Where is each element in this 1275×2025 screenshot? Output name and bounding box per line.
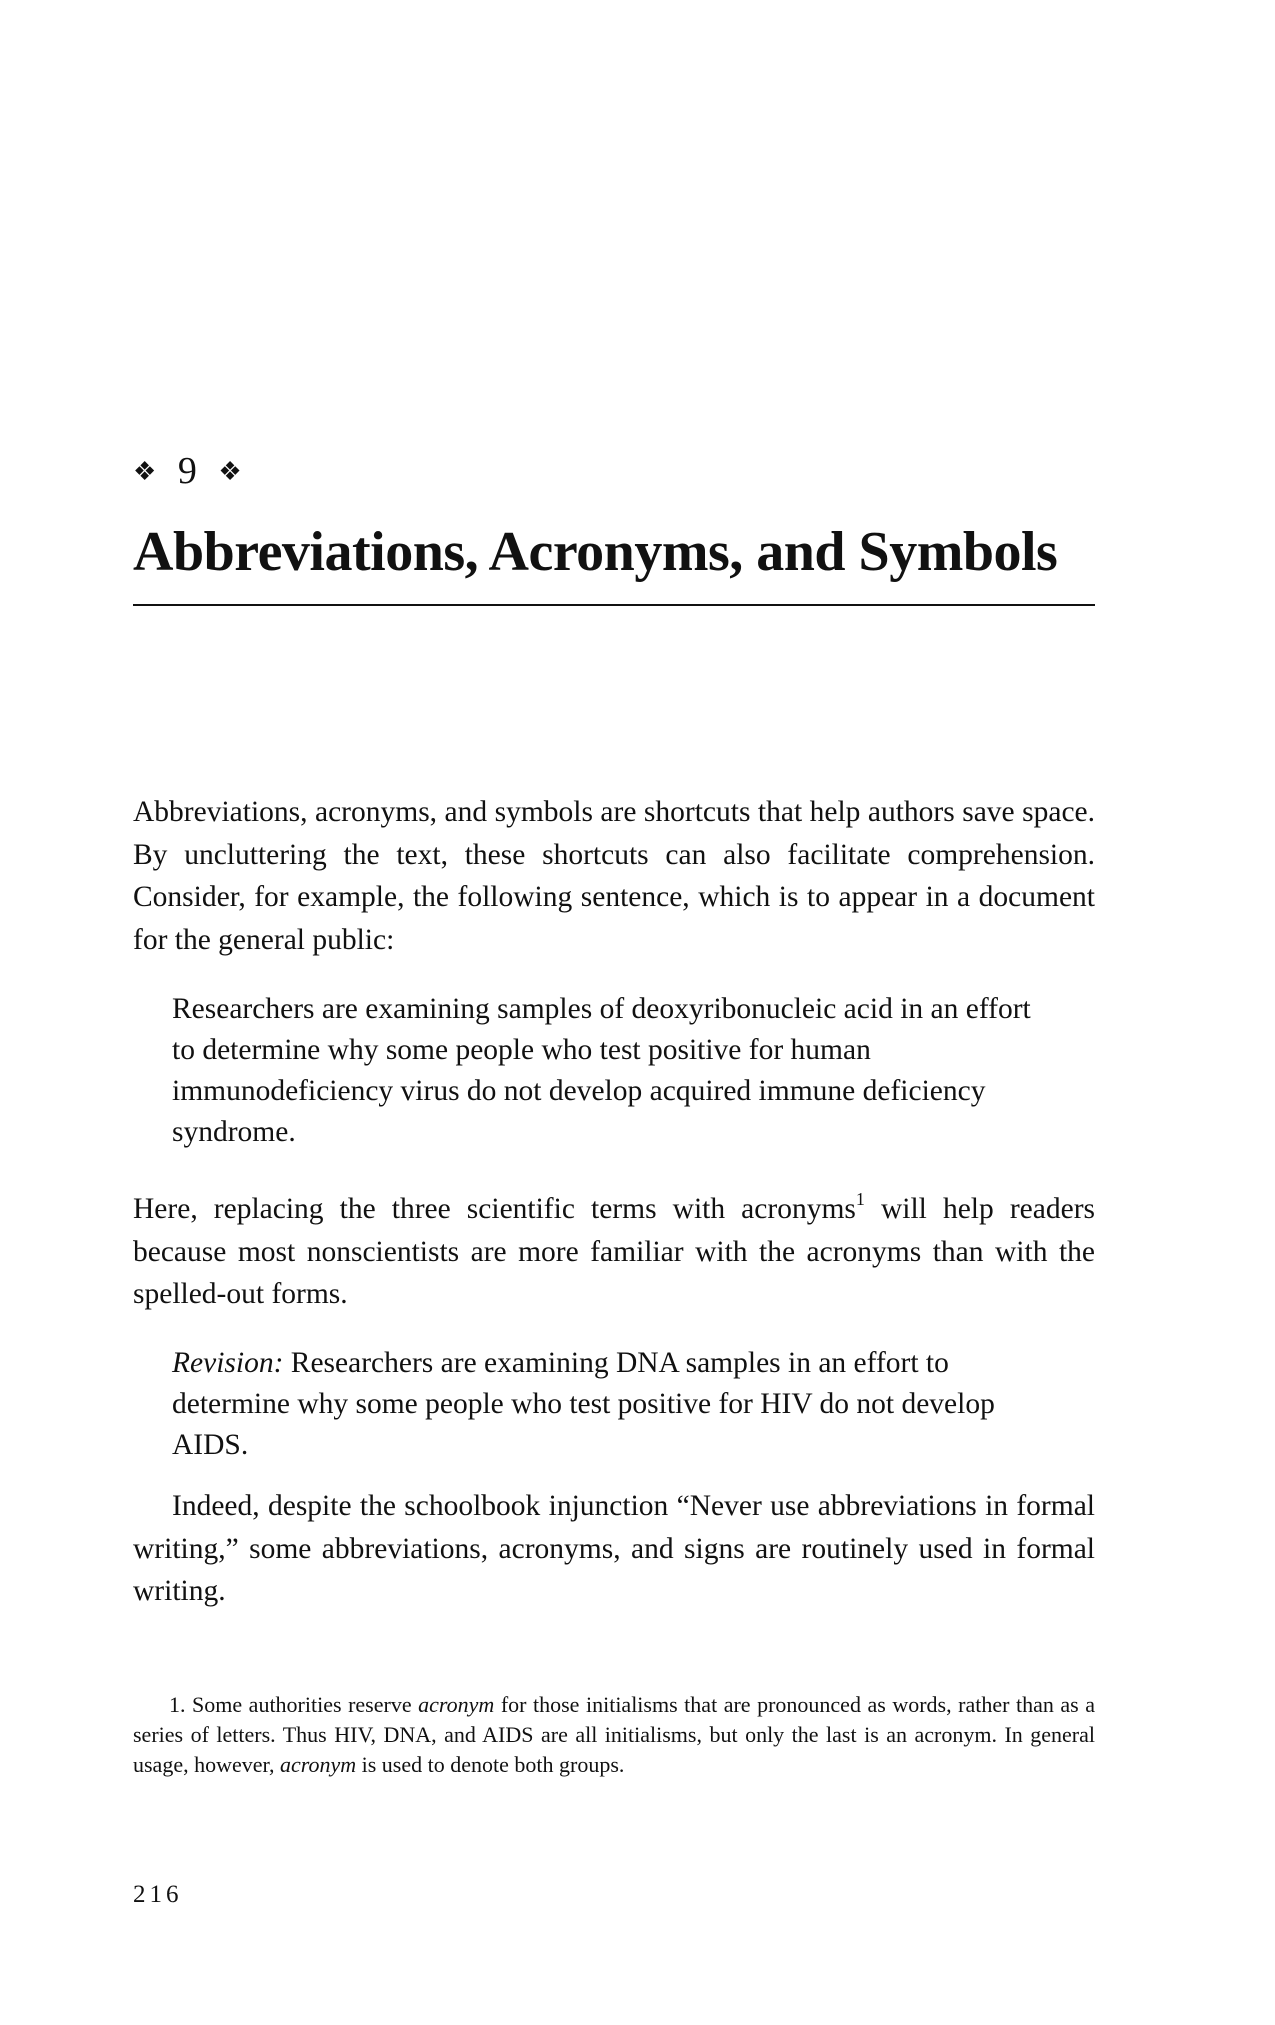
- footnote-text: Some authorities reserve: [185, 1692, 419, 1717]
- footnote-text: for those initialisms that are pronounced as words, rather than as a series of letters. Thus HIV, DNA, and AIDS are all initialisms, but only the last is an acronym. In general usage, however,: [133, 1692, 1095, 1777]
- chapter-title: Abbreviations, Acronyms, and Symbols: [133, 521, 1058, 583]
- block-quote-example: Researchers are examining samples of deoxyribonucleic acid in an effort to determine why some people who test positive for human immunodeficiency virus do not develop acquired immune deficiency syndrome.: [172, 993, 1031, 1148]
- paragraph-conclusion: Indeed, despite the schoolbook injunction “Never use abbreviations in formal writing,” some abbreviations, acronyms, and signs are routinely used in formal writing.: [133, 1490, 1095, 1607]
- diamond-ornament-icon: ❖: [218, 457, 248, 486]
- page-number: 216: [133, 1881, 183, 1908]
- chapter-number: [133, 448, 248, 495]
- footnote: [133, 1690, 1095, 1780]
- footnote-marker: 1.: [169, 1692, 186, 1717]
- footnote-reference: 1: [855, 1189, 865, 1209]
- chapter-number-value: 9: [177, 450, 203, 492]
- title-rule: [133, 604, 1095, 606]
- diamond-ornament-icon: ❖: [133, 457, 163, 486]
- footnote-text: is used to denote both groups.: [356, 1752, 625, 1777]
- revision-text: Researchers are examining DNA samples in an effort to determine why some people who test positive for HIV do not develop AIDS.: [172, 1347, 995, 1461]
- paragraph-replacement-text: Here, replacing the three scientific terms with acronyms: [133, 1193, 856, 1225]
- paragraph-replacement: [133, 1188, 1095, 1316]
- footnote-term: acronym: [279, 1752, 357, 1777]
- footnote-term: acronym: [418, 1692, 495, 1717]
- block-quote-revision: [172, 1343, 1052, 1466]
- paragraph-intro: Abbreviations, acronyms, and symbols are shortcuts that help authors save space. By uncluttering the text, these shortcuts can also facilitate comprehension. Consider, for example, the following sentence, which is to appear in a document for the general public:: [133, 796, 1095, 956]
- revision-label: Revision:: [172, 1347, 284, 1379]
- paragraph-replacement-text-end: will help readers because most nonscientists are more familiar with the acronyms than with the spelled-out forms.: [133, 1193, 1095, 1310]
